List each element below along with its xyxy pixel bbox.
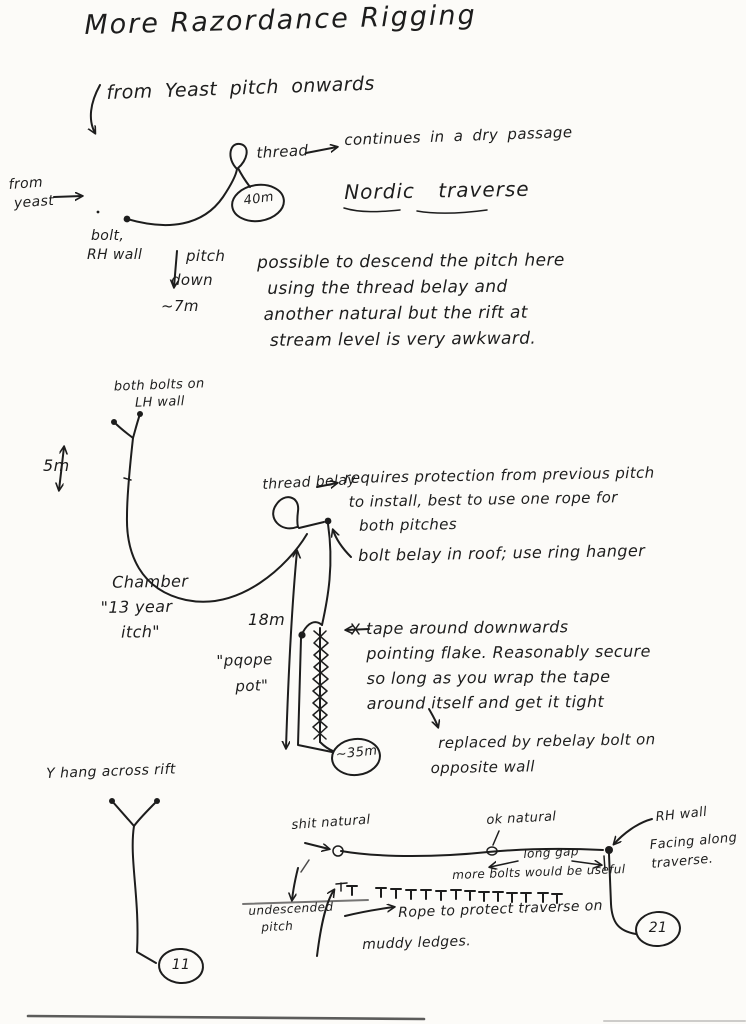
pitch-down-line: pitch — [186, 247, 226, 265]
label-line: pot" — [235, 676, 269, 696]
shit-natural-label: shit natural — [291, 812, 371, 833]
label-line: Chamber — [112, 571, 189, 592]
both-bolts-label — [100, 375, 219, 413]
label-line: bolt, — [91, 228, 125, 244]
nordic-traverse-heading: Nordic traverse — [344, 176, 530, 204]
ink-stroke — [301, 860, 309, 872]
rope-line — [133, 826, 156, 963]
label-line: from — [8, 174, 44, 193]
rope-line — [127, 169, 237, 225]
thread-belay-label: thread belay — [262, 472, 357, 493]
label-line: undescended — [248, 899, 334, 918]
anchor-dot — [298, 631, 305, 638]
more-bolts-note: more bolts would be useful — [452, 861, 626, 882]
chamber-label — [100, 568, 189, 645]
pointer-line — [493, 831, 499, 845]
tape-note — [366, 614, 651, 716]
note-line: around itself and get it tight — [366, 691, 605, 713]
pitch-number-label: 11 — [171, 957, 191, 973]
right-arrow-icon — [345, 907, 394, 916]
underline-stroke — [417, 210, 487, 213]
pitch-down-line: down — [171, 271, 214, 289]
rope-line — [322, 524, 330, 625]
pitch-length-label: 18m — [248, 610, 286, 629]
scan-edge-line — [28, 1016, 424, 1019]
rope-link — [299, 522, 324, 528]
from-yeast-label — [8, 173, 55, 214]
y-hang-slings — [112, 801, 157, 826]
thread-label: thread — [256, 141, 309, 162]
span-label: 5m — [43, 456, 70, 475]
y-hang-slings — [114, 414, 140, 438]
bolt-belay-note: bolt belay in roof; use ring hanger — [358, 540, 646, 565]
rope-note-line: muddy ledges. — [362, 933, 472, 953]
bolt-label — [87, 227, 142, 265]
label-line: pitch — [260, 918, 294, 935]
thread-belay-note — [344, 461, 656, 538]
note-line: tape around downwards — [366, 617, 569, 638]
pitch-number-label: 21 — [648, 920, 668, 936]
note-line: Facing along — [649, 830, 738, 853]
depth-label: ~35m — [335, 743, 379, 763]
ledge-t-mark — [336, 883, 347, 891]
pitch-length-label: 40m — [242, 189, 275, 209]
label-line: LH wall — [134, 394, 185, 411]
note-line: so long as you wrap the tape — [366, 666, 611, 688]
rh-wall-label: RH wall — [655, 804, 708, 825]
right-arrow-icon — [306, 147, 337, 153]
pointer-arrow-icon — [614, 819, 652, 844]
label-line: "pqope — [216, 650, 274, 670]
label-line: both bolts on — [113, 376, 205, 395]
underline-stroke — [344, 208, 400, 212]
down-arrow-icon — [91, 85, 100, 133]
label-line: itch" — [120, 621, 161, 642]
note-line: replaced by rebelay bolt on — [438, 730, 656, 752]
note-line: requires protection from previous pitch — [344, 463, 655, 487]
note-line: using the thread belay and — [267, 276, 508, 299]
note-line: opposite wall — [430, 757, 536, 778]
scan-artifacts — [28, 1016, 745, 1021]
pot-name-label — [216, 646, 274, 700]
note-line: pointing flake. Reasonably secure — [366, 641, 651, 663]
long-gap-label: long gap — [523, 844, 580, 861]
note-line: both pitches — [358, 515, 458, 535]
rope-note-line: Rope to protect traverse on — [398, 897, 604, 921]
label-line: "13 year — [100, 596, 173, 617]
note-line: stream level is very awkward. — [269, 328, 537, 351]
label-line: RH wall — [87, 247, 143, 263]
ok-natural-label: ok natural — [486, 809, 557, 828]
right-arrow-icon — [305, 843, 329, 849]
bolt-dot — [605, 846, 613, 854]
ink-speck — [97, 211, 100, 214]
continues-note: continues in a dry passage — [344, 123, 573, 149]
pitch-down-line: ~7m — [161, 297, 199, 315]
down-arrow-icon — [292, 868, 298, 900]
note-line: traverse. — [650, 851, 714, 872]
right-arrow-icon — [54, 196, 82, 197]
note-line: to install, best to use one rope for — [348, 488, 618, 511]
page-subtitle: from Yeast pitch onwards — [106, 72, 376, 104]
rebelay-note — [430, 727, 656, 781]
label-line: yeast — [13, 192, 55, 212]
undescended-pitch-label — [248, 899, 335, 937]
view-note — [649, 828, 740, 873]
note-line: possible to descend the pitch here — [257, 250, 565, 273]
descend-note — [257, 247, 566, 354]
pitch-length-arrow-icon — [286, 551, 297, 748]
thread-loop — [273, 497, 298, 528]
y-hang-label: Y hang across rift — [46, 761, 177, 782]
note-line: another natural but the rift at — [263, 302, 528, 325]
page-title: More Razordance Rigging — [84, 0, 478, 41]
